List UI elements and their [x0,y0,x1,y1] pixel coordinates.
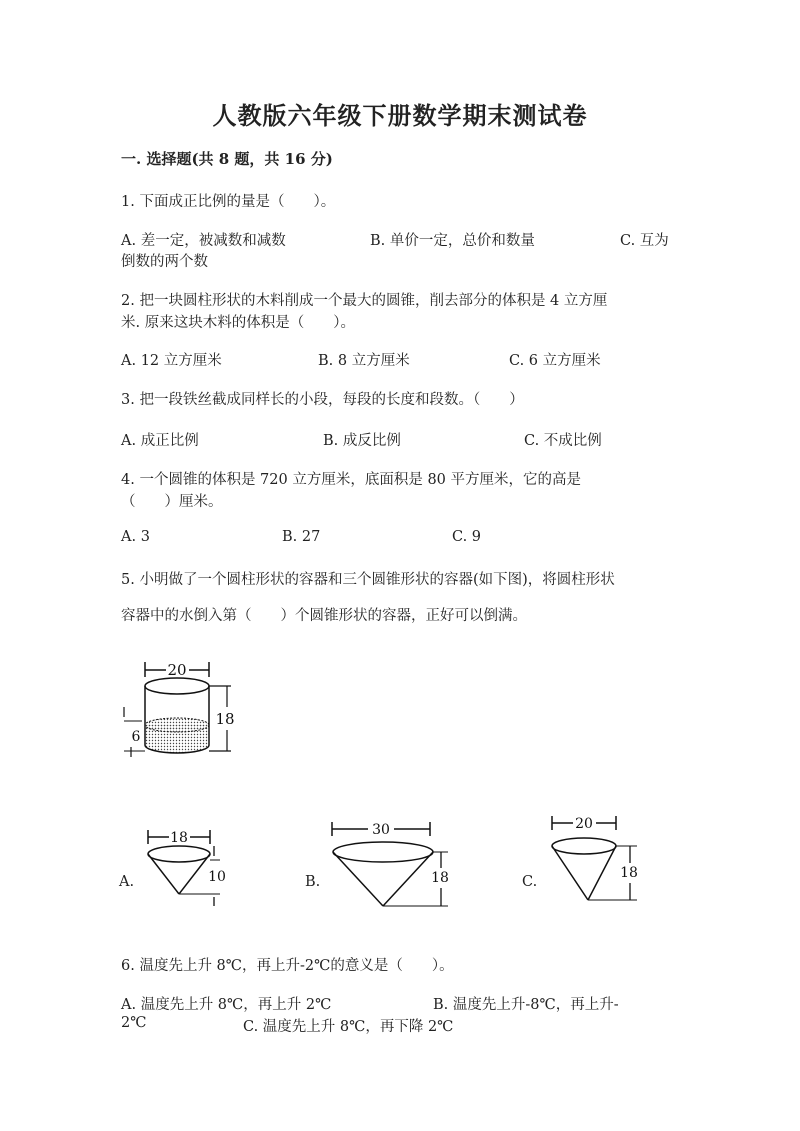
question-4-option-c: C. 9 [452,529,482,545]
cylinder-diameter-label: 20 [167,661,187,679]
page-title: 人教版六年级下册数学期末测试卷 [212,101,588,130]
cone-a-diameter-label: 18 [170,830,188,846]
question-4-stem-line2: （ ）厘米。 [121,494,223,510]
question-4-option-a: A. 3 [121,529,150,545]
cone-a-figure [138,824,238,909]
question-2-stem-line2: 米. 原来这块木料的体积是（ ）。 [121,315,355,331]
cylinder-water-label: 6 [131,729,141,745]
question-3-option-c: C. 不成比例 [524,433,602,449]
question-4-option-b: B. 27 [282,529,321,545]
question-2-stem-line1: 2. 把一块圆柱形状的木料削成一个最大的圆锥，削去部分的体积是 4 立方厘 [121,293,608,309]
cone-c-diameter-label: 20 [575,816,593,832]
question-6-stem: 6. 温度先上升 8℃，再上升-2℃的意义是（ ）。 [121,958,454,974]
question-1-stem: 1. 下面成正比例的量是（ ）。 [121,194,336,210]
cone-a-height-label: 10 [208,869,226,885]
question-6-option-b-continued: 2℃ [121,1015,147,1031]
cone-a-label: A. [119,874,135,890]
question-6-option-a: A. 温度先上升 8℃，再上升 2℃ [121,997,332,1013]
question-1-option-a: A. 差一定，被减数和减数 [121,233,286,249]
cone-c-height-label: 18 [620,865,638,881]
question-3-stem: 3. 把一段铁丝截成同样长的小段，每段的长度和段数。（ ） [121,392,524,408]
question-2-option-c: C. 6 立方厘米 [509,353,601,369]
question-4-stem-line1: 4. 一个圆锥的体积是 720 立方厘米，底面积是 80 平方厘米，它的高是 [121,472,582,488]
cone-b-label: B. [305,874,321,890]
cone-b-figure [326,816,456,916]
cylinder-height-label: 18 [215,710,235,728]
question-3-option-a: A. 成正比例 [121,433,199,449]
question-2-option-b: B. 8 立方厘米 [318,353,410,369]
question-1-option-c-continued: 倒数的两个数 [121,254,208,270]
question-1-option-c: C. 互为 [620,233,669,249]
question-6-option-b: B. 温度先上升-8℃，再上升- [433,997,619,1013]
cone-b-diameter-label: 30 [372,822,390,838]
section-heading: 一. 选择题(共 8 题，共 16 分) [121,150,333,168]
question-1-option-b: B. 单价一定，总价和数量 [370,233,535,249]
cone-c-figure [543,810,648,910]
question-5-stem-line1: 5. 小明做了一个圆柱形状的容器和三个圆锥形状的容器(如下图)，将圆柱形状 [121,572,615,588]
question-3-option-b: B. 成反比例 [323,433,401,449]
question-6-option-c: C. 温度先上升 8℃，再下降 2℃ [243,1019,454,1035]
question-5-stem-line2: 容器中的水倒入第（ ）个圆锥形状的容器，正好可以倒满。 [121,608,527,624]
cone-b-height-label: 18 [431,870,449,886]
cone-c-label: C. [522,874,538,890]
question-2-option-a: A. 12 立方厘米 [121,353,222,369]
cylinder-figure [118,655,238,765]
